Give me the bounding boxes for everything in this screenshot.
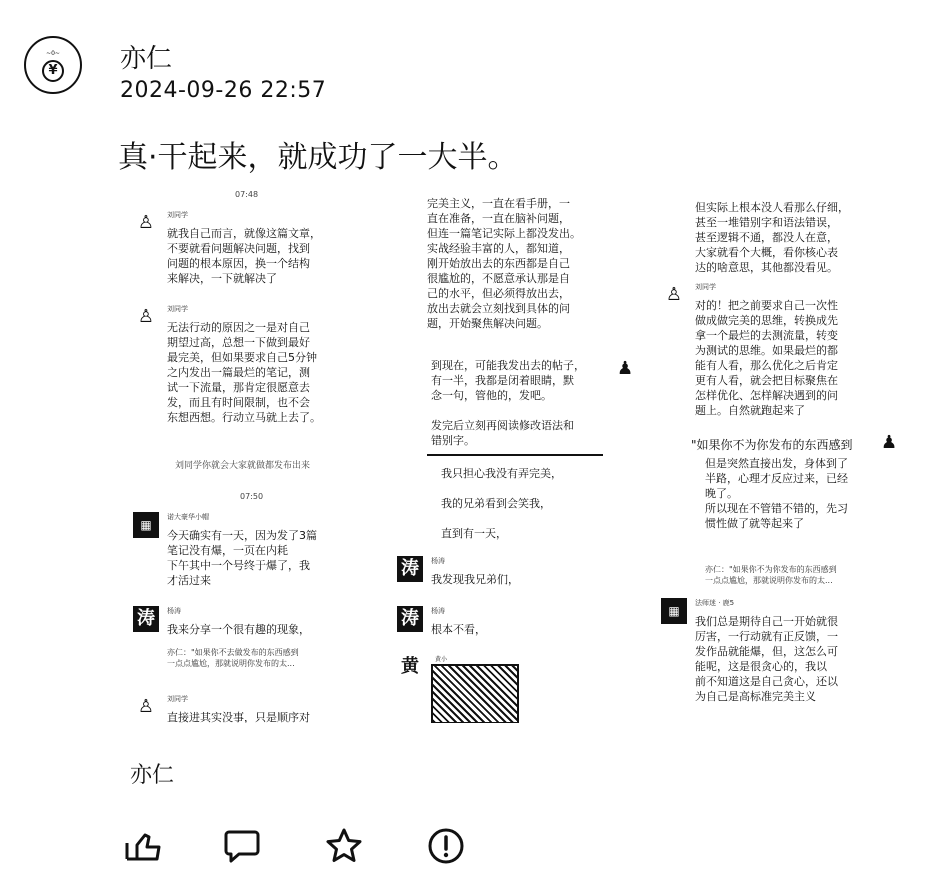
user-avatar-icon: ♙ xyxy=(665,284,683,305)
image-caption: 亦仁 xyxy=(130,763,175,788)
report-button[interactable] xyxy=(426,826,466,866)
sender-name: 法师迷 · 鹿5 xyxy=(695,599,735,607)
message-text: 我们总是期待自己一开始就很 厉害，一行动就有正反馈，一 发作品就能爆，但，这怎么可 能呢，这是很贪心的，我以 前不知道这是自己贪心，还以 为自己是高标准完美主义 xyxy=(695,615,838,703)
comment-button[interactable] xyxy=(222,826,262,866)
huang-avatar-icon: 黄 xyxy=(401,656,419,677)
chat-message xyxy=(397,654,431,680)
chat-line: 我只担心我没有弄完美， xyxy=(441,467,562,480)
comment-icon xyxy=(223,827,261,865)
note-text: 但实际上根本没人看那么仔细， 甚至一堆错别字和语法错误， 甚至逻辑不通，都没人在意， 大家就看个大概，看你核心表 达的啥意思，其他都没看见。 xyxy=(695,201,849,274)
quoted-message: 亦仁："如果你不去做发布的东西感到 一点点尴尬，那就说明你发布的太... xyxy=(167,648,299,668)
user-avatar-icon: ♙ xyxy=(137,212,155,233)
chat-message xyxy=(397,606,486,637)
person-icon: ♟ xyxy=(881,432,898,453)
sender-name: 诺大豪华小帽 xyxy=(167,513,209,521)
chat-message xyxy=(661,282,838,418)
post-timestamp: 2024-09-26 22:57 xyxy=(120,78,327,103)
chat-message xyxy=(133,512,317,588)
chat-time: 07:48 xyxy=(235,190,259,199)
sender-name: 杨涛 xyxy=(431,557,445,565)
chat-line: 直到有一天， xyxy=(441,527,507,540)
tao-avatar-icon: 涛 xyxy=(133,606,159,632)
person-icon: ♟ xyxy=(617,358,634,379)
star-icon xyxy=(325,827,363,865)
author-avatar[interactable] xyxy=(24,36,82,94)
sender-name: 刘同学 xyxy=(695,283,716,291)
avatar-caption: ~0~ xyxy=(46,50,60,57)
alert-circle-icon xyxy=(427,827,465,865)
message-text: 我来分享一个很有趣的现象， xyxy=(167,623,310,636)
user-avatar-icon: ▦ xyxy=(133,512,159,538)
portrait-caption: 黄小 xyxy=(435,656,448,663)
portrait-image xyxy=(431,664,519,723)
note-text: 到现在，可能我发出去的帖子， 有一半，我都是闭着眼睛，默 念一句，管他的，发吧。 发完后立刻再阅读修改语法和 错别字。 xyxy=(431,359,585,447)
author-name[interactable]: 亦仁 xyxy=(120,44,173,74)
chat-message xyxy=(133,694,310,723)
quoted-message: 亦仁："如果你不为你发布的东西感到 一点点尴尬，那就说明你发布的太... xyxy=(705,565,837,585)
chat-screenshot-3 xyxy=(655,188,905,723)
favorite-button[interactable] xyxy=(324,826,364,866)
user-avatar-icon: ▦ xyxy=(661,598,687,624)
message-text: 根本不看， xyxy=(431,623,486,636)
user-avatar-icon: ♙ xyxy=(137,696,155,717)
message-text: 对的！把之前要求自己一次性 做成做完美的思维，转换成先 拿一个最烂的去测流量，转变 为测试的思维。如果最烂的都 能有人看，那么优化之后肯定 更有人看，就会把目标聚焦在 怎样优化、怎样解决遇到的问 题上。自然就跑起来了 xyxy=(695,299,838,417)
sender-name: 刘同学 xyxy=(167,305,188,313)
message-text: 无法行动的原因之一是对自己 期望过高，总想一下做到最好 最完美，但如果要求自己5分钟 之内发出一篇最烂的笔记，测 试一下流量，那肯定很愿意去 发，而且有时间限制，也不会 东想西想。行动立马就上去了。 xyxy=(167,321,321,424)
like-button[interactable] xyxy=(122,826,162,866)
tao-avatar-icon: 涛 xyxy=(397,556,423,582)
chat-message xyxy=(397,556,519,587)
chat-screenshot-1 xyxy=(125,188,355,723)
thumbs-up-icon xyxy=(123,831,161,861)
cut-off-line: 刘同学你就会大家就做都发布出来 xyxy=(175,461,311,471)
yen-coin-icon: ¥ xyxy=(42,60,64,82)
chat-message xyxy=(133,304,321,425)
user-avatar-icon: ♙ xyxy=(137,306,155,327)
chat-message xyxy=(661,598,838,704)
divider xyxy=(427,454,603,456)
chat-message xyxy=(133,606,310,669)
chat-line: 我的兄弟看到会笑我， xyxy=(441,497,551,510)
note-text: 完美主义，一直在看手册，一 直在准备，一直在脑补问题， 但连一篇笔记实际上都没发出。 实战经验丰富的人，都知道， 刚开始放出去的东西都是自己 很尴尬的，不愿意承认那是自 己的水平，但必须得放出去， 放出去就会立刻找到具体的问 题，开始聚焦解决问题。 xyxy=(427,197,581,330)
chat-time: 07:50 xyxy=(240,492,264,501)
message-text: 就我自己而言，就像这篇文章， 不要就看问题解决问题，找到 问题的根本原因，换一个结构 来解决，一下就解决了 xyxy=(167,227,321,285)
sender-name: 杨涛 xyxy=(167,607,181,615)
message-text: 我发现我兄弟们， xyxy=(431,573,519,586)
tao-avatar-icon: 涛 xyxy=(397,606,423,632)
message-text: 今天确实有一天，因为发了3篇 笔记没有爆，一页在内耗 下午其中一个号终于爆了，我 才活过来 xyxy=(167,529,317,587)
chat-screenshot-2 xyxy=(393,188,625,723)
message-continued: 但是突然直接出发，身体到了 半路，心理才反应过来，已经 晚了。 所以现在不管错不错的，先习 惯性做了就等起来了 xyxy=(705,457,848,530)
sender-name: 杨涛 xyxy=(431,607,445,615)
sender-name: 刘同学 xyxy=(167,695,188,703)
quote-text: "如果你不为你发布的东西感到 xyxy=(691,438,853,452)
message-text: 直接进其实没事，只是顺序对 xyxy=(167,711,310,723)
chat-message xyxy=(133,210,321,286)
sender-name: 刘同学 xyxy=(167,211,188,219)
screenshot-collage[interactable] xyxy=(125,188,905,723)
post-title: 真·干起来，就成功了一大半。 xyxy=(118,140,518,175)
